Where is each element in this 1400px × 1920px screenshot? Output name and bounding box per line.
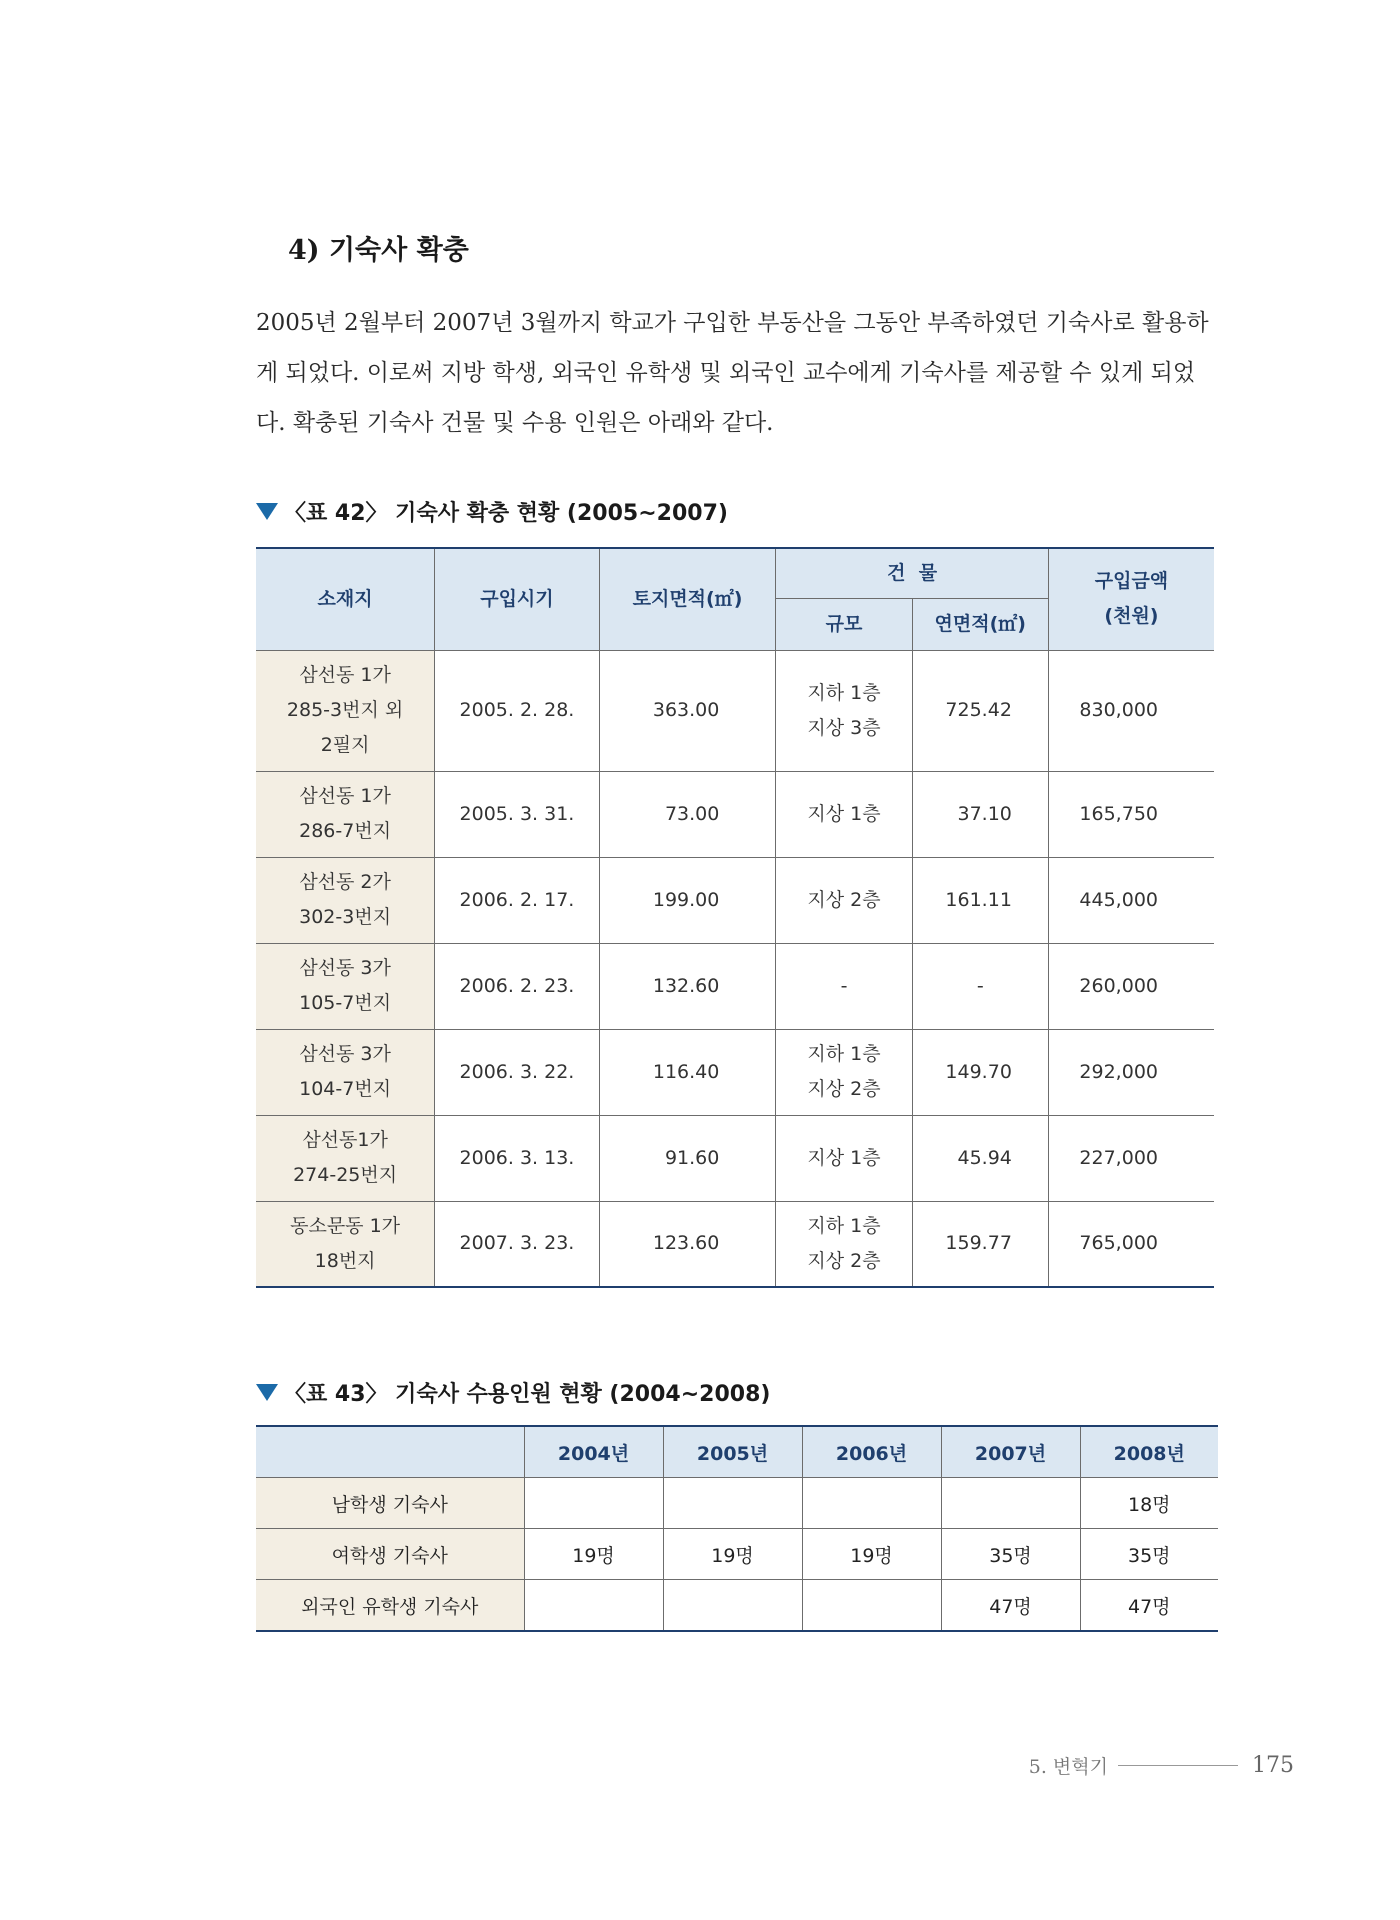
land-area-cell: 363.00 [599,650,776,771]
table-row [256,857,1214,943]
triangle-bullet-icon [256,1384,278,1401]
header-year: 2007년 [941,1426,1080,1478]
floor-area-cell: - [912,943,1048,1029]
table43-caption-text: 〈표 43〉 기숙사 수용인원 현황 (2004~2008) [284,1382,771,1407]
table43-caption [256,1377,770,1408]
header-scale: 규모 [776,598,912,650]
scale-cell: 지상 2층 [776,857,912,943]
price-cell: 292,000 [1048,1029,1214,1115]
location-cell [256,943,435,1029]
header-location: 소재지 [256,548,435,650]
count-cell [524,1580,663,1632]
header-year: 2008년 [1080,1426,1218,1478]
location-cell [256,857,435,943]
count-cell: 19명 [663,1529,802,1580]
scale-cell: 지상 1층 [776,771,912,857]
count-cell: 35명 [941,1529,1080,1580]
location-cell [256,650,435,771]
count-cell: 18명 [1080,1478,1218,1529]
land-area-cell: 123.60 [599,1201,776,1287]
price-cell: 260,000 [1048,943,1214,1029]
page-number: 175 [1252,1753,1294,1778]
table-row [256,943,1214,1029]
table-row [256,1029,1214,1115]
scale-cell [776,1201,912,1287]
count-cell [802,1478,941,1529]
scale-line: 지상 3층 [807,716,881,739]
purchase-date-cell: 2006. 2. 17. [435,857,600,943]
table-row [256,771,1214,857]
count-cell: 35명 [1080,1529,1218,1580]
header-floor-area: 연면적(㎡) [912,598,1048,650]
location-line: 삼선동1가 [302,1129,388,1151]
location-cell [256,1115,435,1201]
dormitory-expansion-table [256,547,1214,1288]
location-cell [256,1201,435,1287]
header-purchase-date: 구입시기 [435,548,600,650]
count-cell [802,1580,941,1632]
purchase-date-cell: 2006. 3. 13. [435,1115,600,1201]
floor-area-cell: 149.70 [912,1029,1048,1115]
floor-area-cell: 159.77 [912,1201,1048,1287]
table-row [256,1478,1218,1529]
header-price-unit: (천원) [1104,605,1159,628]
scale-line: 지하 1층 [807,681,881,704]
table-row [256,1529,1218,1580]
dormitory-capacity-table [256,1425,1218,1632]
location-line: 삼선동 3가 [299,1043,391,1065]
header-empty [256,1426,524,1478]
row-label: 여학생 기숙사 [256,1529,524,1580]
location-line: 285-3번지 외 [286,699,404,721]
count-cell: 47명 [941,1580,1080,1632]
header-price [1048,548,1214,650]
row-label: 남학생 기숙사 [256,1478,524,1529]
scale-cell [776,1029,912,1115]
scale-line: 지하 1층 [807,1043,881,1065]
triangle-bullet-icon [256,503,278,520]
count-cell [663,1478,802,1529]
land-area-cell: 91.60 [599,1115,776,1201]
floor-area-cell: 45.94 [912,1115,1048,1201]
scale-cell [776,650,912,771]
scale-line: 지상 2층 [807,1249,881,1272]
header-year: 2006년 [802,1426,941,1478]
purchase-date-cell: 2006. 3. 22. [435,1029,600,1115]
header-year: 2004년 [524,1426,663,1478]
location-cell [256,771,435,857]
location-line: 삼선동 2가 [299,871,391,893]
count-cell [941,1478,1080,1529]
footer-rule [1118,1765,1238,1766]
floor-area-cell: 161.11 [912,857,1048,943]
location-line: 삼선동 1가 [299,664,391,686]
chapter-label: 5. 변혁기 [1028,1756,1108,1778]
page-footer [1029,1752,1294,1779]
location-line: 104-7번지 [299,1078,392,1100]
header-price-label: 구입금액 [1094,570,1169,593]
land-area-cell: 199.00 [599,857,776,943]
price-cell: 830,000 [1048,650,1214,771]
location-line: 18번지 [314,1249,376,1272]
purchase-date-cell: 2006. 2. 23. [435,943,600,1029]
location-cell [256,1029,435,1115]
section-heading: 4) 기숙사 확충 [288,235,469,266]
location-line: 동소문동 1가 [290,1214,401,1237]
row-label: 외국인 유학생 기숙사 [256,1580,524,1632]
location-line: 105-7번지 [299,992,392,1014]
purchase-date-cell: 2005. 2. 28. [435,650,600,771]
price-cell: 227,000 [1048,1115,1214,1201]
header-year: 2005년 [663,1426,802,1478]
purchase-date-cell: 2007. 3. 23. [435,1201,600,1287]
location-line: 286-7번지 [299,820,392,842]
count-cell [663,1580,802,1632]
table-row [256,1580,1218,1632]
table42-caption [256,496,728,527]
count-cell [524,1478,663,1529]
scale-cell: - [776,943,912,1029]
scale-line: 지상 2층 [807,1078,881,1100]
scale-line: 지하 1층 [807,1214,881,1237]
floor-area-cell: 725.42 [912,650,1048,771]
table42-caption-text: 〈표 42〉 기숙사 확충 현황 (2005~2007) [284,501,728,526]
location-line: 274-25번지 [293,1164,398,1186]
price-cell: 445,000 [1048,857,1214,943]
table-row [256,1201,1214,1287]
count-cell: 47명 [1080,1580,1218,1632]
price-cell: 165,750 [1048,771,1214,857]
location-line: 2필지 [320,734,370,756]
location-line: 삼선동 3가 [299,957,391,979]
price-cell: 765,000 [1048,1201,1214,1287]
location-line: 302-3번지 [299,906,392,928]
header-building: 건 물 [776,548,1049,598]
land-area-cell: 132.60 [599,943,776,1029]
count-cell: 19명 [524,1529,663,1580]
count-cell: 19명 [802,1529,941,1580]
table-row [256,1115,1214,1201]
land-area-cell: 73.00 [599,771,776,857]
body-paragraph: 2005년 2월부터 2007년 3월까지 학교가 구입한 부동산을 그동안 부족하였던 기숙사로 활용하게 되었다. 이로써 지방 학생, 외국인 유학생 및 외국인 교수에게 기숙사를 제공할 수 있게 되었다. 확충된 기숙사 건물 및 수용 인원은 아래와 같다. [256,310,1209,436]
scale-cell: 지상 1층 [776,1115,912,1201]
location-line: 삼선동 1가 [299,785,391,807]
floor-area-cell: 37.10 [912,771,1048,857]
table-row [256,650,1214,771]
header-land-area: 토지면적(㎡) [599,548,776,650]
purchase-date-cell: 2005. 3. 31. [435,771,600,857]
land-area-cell: 116.40 [599,1029,776,1115]
